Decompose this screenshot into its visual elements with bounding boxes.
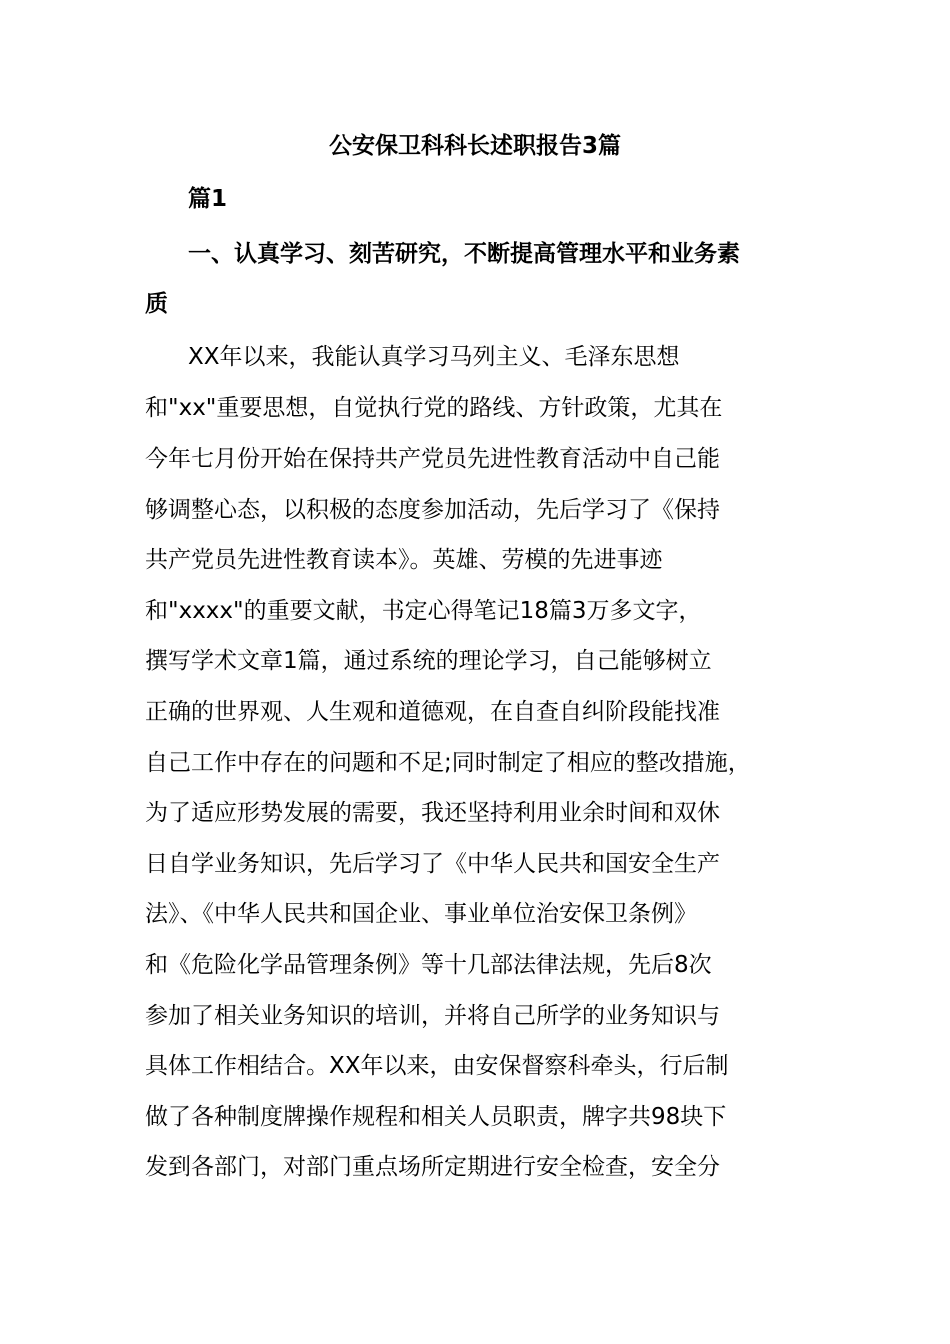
body-line: 共产党员先进性教育读本》。英雄、劳模的先进事迹	[145, 547, 663, 573]
body-line: 正确的世界观、人生观和道德观，在自查自纠阶段能找准	[145, 699, 720, 725]
body-line: 参加了相关业务知识的培训，并将自己所学的业务知识与	[145, 1003, 720, 1029]
body-line: 自己工作中存在的问题和不足;同时制定了相应的整改措施，	[145, 750, 751, 776]
body-line: 法》、《中华人民共和国企业、事业单位治安保卫条例》	[145, 901, 697, 927]
document-title: 公安保卫科科长述职报告3篇	[328, 133, 621, 159]
body-line: 和"xx"重要思想，自觉执行党的路线、方针政策，尤其在	[145, 395, 723, 421]
body-line: XX年以来，我能认真学习马列主义、毛泽东思想	[188, 344, 680, 370]
body-line: 撰写学术文章1篇，通过系统的理论学习，自己能够树立	[145, 648, 712, 674]
body-line: 够调整心态，以积极的态度参加活动，先后学习了《保持	[145, 497, 720, 523]
body-line: 发到各部门，对部门重点场所定期进行安全检查，安全分	[145, 1154, 720, 1180]
section-label: 篇1	[188, 186, 228, 212]
heading-line-2: 质	[145, 291, 168, 317]
body-line: 今年七月份开始在保持共产党员先进性教育活动中自己能	[145, 446, 720, 472]
body-line: 为了适应形势发展的需要，我还坚持利用业余时间和双休	[145, 800, 720, 826]
body-line: 具体工作相结合。XX年以来，由安保督察科牵头，行后制	[145, 1053, 729, 1079]
body-line: 做了各种制度牌操作规程和相关人员职责，牌字共98块下	[145, 1104, 727, 1130]
body-line: 和《危险化学品管理条例》等十几部法律法规，先后8次	[145, 952, 712, 978]
body-line: 日自学业务知识，先后学习了《中华人民共和国安全生产	[145, 851, 720, 877]
body-line: 和"xxxx"的重要文献，书定心得笔记18篇3万多文字，	[145, 598, 702, 624]
heading-line-1: 一、认真学习、刻苦研究，不断提高管理水平和业务素	[188, 241, 740, 267]
